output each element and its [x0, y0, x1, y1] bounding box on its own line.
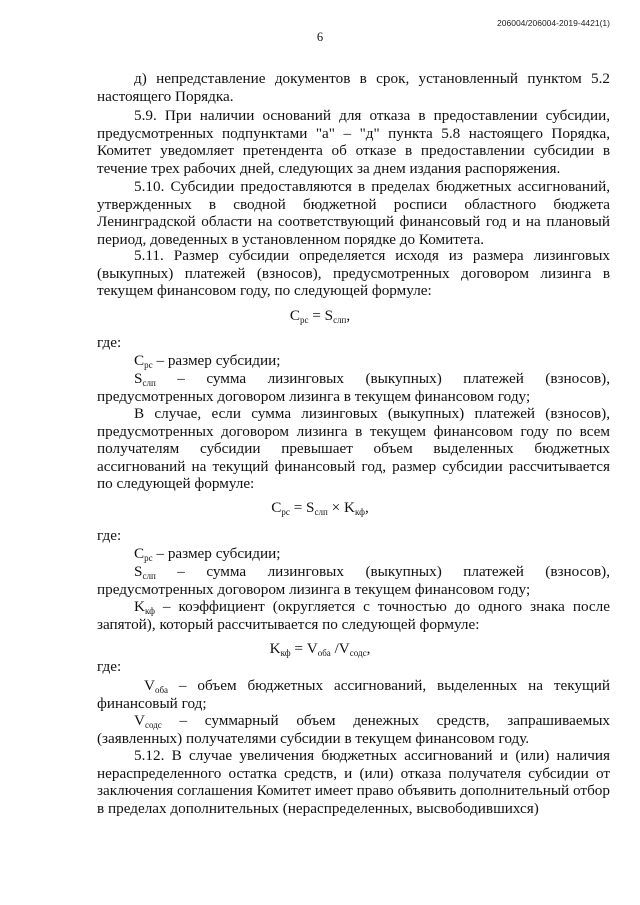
document-reference-number: 206004/206004-2019-4421(1) — [497, 18, 610, 28]
paragraph-item-d: д) непредставление документов в срок, установленный пунктом 5.2 настоящего Порядка. — [97, 70, 610, 105]
paragraph-5-10: 5.10. Субсидии предоставляются в пределах бюджетных ассигнований, утвержденных в сводной бюджетной росписи областного бюджета Ленинградской области на соответствующий финансовый год и на плановый период, доведенных в установленном порядке до Комитета. — [97, 178, 610, 248]
definition-voba: $V_{оба}$ – объем бюджетных ассигнований, выделенных на текущий финансовый год; — [97, 677, 610, 712]
definition-sslp-2: $S_{слп}$ – сумма лизинговых (выкупных) платежей (взносов), предусмотренных договором лизинга в текущем финансовом году; — [97, 563, 610, 598]
formula-subsidy-basic: $C_{рс} = S_{слп}$, — [289, 307, 351, 325]
definition-kkf: $K_{кф}$ – коэффициент (округляется с точностью до одного знака после запятой), который рассчитывается по следующей формуле: — [97, 598, 610, 633]
definition-sslp-1: $S_{слп}$ – сумма лизинговых (выкупных) платежей (взносов), предусмотренных договором лизинга в текущем финансовом году; — [97, 370, 610, 405]
page-number: 6 — [316, 30, 324, 44]
where-label-2: где: — [97, 527, 122, 544]
formula-coefficient: $K_{кф} = V_{оба}$ $/V_{содс}$, — [269, 640, 371, 658]
where-label-1: где: — [97, 334, 122, 351]
paragraph-5-9: 5.9. При наличии оснований для отказа в предоставлении субсидии, предусмотренных подпунктами "а" – "д" пункта 5.8 настоящего Порядка, Комитет уведомляет претендента об отказе в предоставлении субсидии в течение трех рабочих дней, следующих за днем издания распоряжения. — [97, 107, 610, 177]
paragraph-5-12: 5.12. В случае увеличения бюджетных ассигнований и (или) наличия нераспределенного остатка средств, и (или) отказа получателя субсидии от заключения соглашения Комитет имеет право объявить дополнительный отбор в пределах дополнительных (нераспределенных, высвободившихся) — [97, 747, 610, 817]
where-label-3: где: — [97, 658, 122, 675]
definition-crs-2: $C_{рс}$ – размер субсидии; — [134, 545, 281, 563]
formula-subsidy-coefficient: $C_{рс} = S_{слп} \times K_{кф}$, — [271, 499, 369, 517]
definition-vsods: $V_{содс}$ – суммарный объем денежных средств, запрашиваемых (заявленных) получателями субсидии в текущем финансовом году. — [97, 712, 610, 747]
definition-crs-1: $C_{рс}$ – размер субсидии; — [134, 352, 281, 370]
paragraph-case-exceeds: В случае, если сумма лизинговых (выкупных) платежей (взносов), предусмотренных договором лизинга в текущем финансовом году по всем получателям субсидии превышает объем выделенных бюджетных ассигнований на текущий финансовый год, размер субсидии рассчитывается по следующей формуле: — [97, 405, 610, 493]
paragraph-5-11: 5.11. Размер субсидии определяется исходя из размера лизинговых (выкупных) платежей (взносов), предусмотренных договором лизинга в текущем финансовом году, по следующей формуле: — [97, 247, 610, 300]
